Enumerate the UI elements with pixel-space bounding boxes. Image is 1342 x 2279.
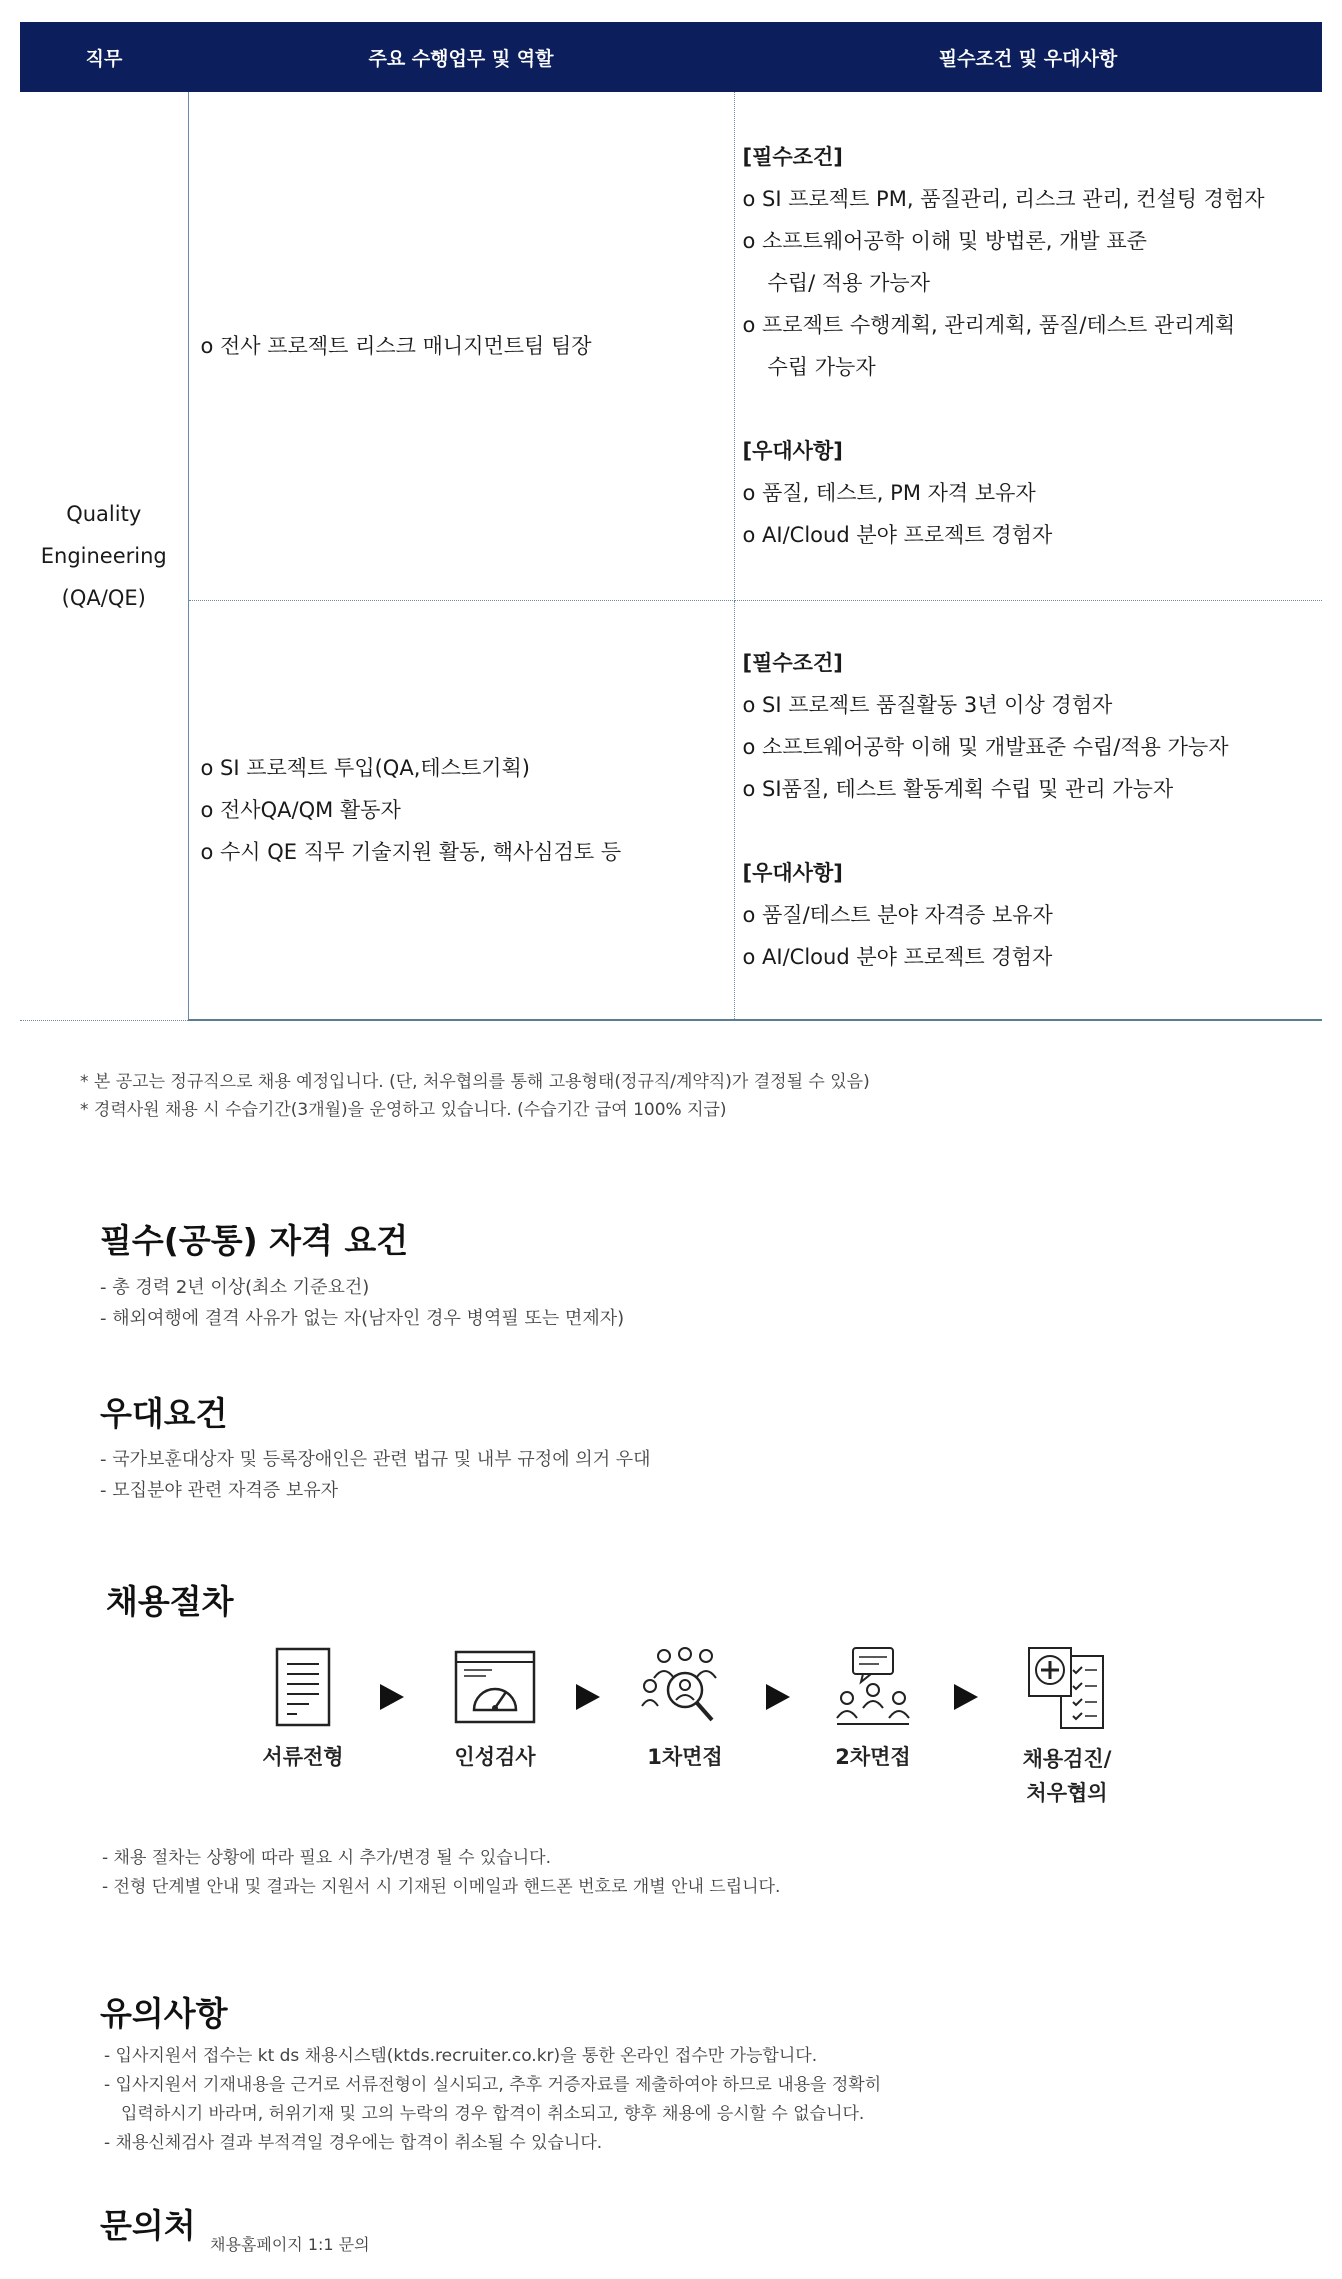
process-steps	[238, 1646, 1138, 1826]
table-row	[20, 92, 1322, 600]
list-item: - 국가보훈대상자 및 등록장애인은 관련 법규 및 내부 규정에 의거 우대	[100, 1449, 651, 1470]
tasks-cell	[188, 600, 734, 1020]
required-item: o SI 프로젝트 PM, 품질관리, 리스크 관리, 컨설팅 경험자	[742, 186, 1265, 211]
step-label: 채용검진/	[1022, 1747, 1112, 1771]
process-step	[620, 1646, 750, 1774]
process-step	[808, 1646, 938, 1774]
tasks-cell	[188, 92, 734, 600]
required-title: 필수(공통) 자격 요건	[100, 1221, 409, 1260]
step-label: 1차면접	[647, 1745, 723, 1769]
table-header-row	[20, 22, 1322, 92]
arrow-right-icon	[576, 1684, 600, 1710]
task-item: o 전사 프로젝트 리스크 매니지먼트팀 팀장	[200, 333, 592, 358]
task-item: o SI 프로젝트 투입(QA,테스트기획)	[200, 755, 530, 780]
role-line: Quality	[66, 501, 142, 526]
process-step	[238, 1646, 368, 1774]
required-item: o 소프트웨어공학 이해 및 개발표준 수립/적용 가능자	[742, 734, 1229, 759]
requirements-cell	[734, 92, 1322, 600]
preferred-title: 우대요건	[100, 1394, 228, 1433]
note-line: * 경력사원 채용 시 수습기간(3개월)을 운영하고 있습니다. (수습기간 급여 100% 지급)	[80, 1100, 727, 1120]
role-cell	[20, 92, 188, 1020]
preferred-item: o AI/Cloud 분야 프로젝트 경험자	[742, 522, 1053, 547]
arrow-right-icon	[954, 1684, 978, 1710]
list-item: - 입사지원서 기재내용을 근거로 서류전형이 실시되고, 추후 거증자료를 제출하여야 하므로 내용을 정확히	[104, 2075, 882, 2095]
required-list	[100, 1272, 624, 1334]
preferred-item: o 품질, 테스트, PM 자격 보유자	[742, 480, 1036, 505]
monitor-gauge-icon	[452, 1646, 538, 1728]
caution-title: 유의사항	[100, 1994, 228, 2033]
contact-sub: 채용홈페이지 1:1 문의	[210, 2235, 370, 2254]
step-label: 서류전형	[262, 1745, 344, 1769]
step-label: 인성검사	[454, 1745, 536, 1769]
step-label: 처우협의	[1026, 1781, 1108, 1805]
required-item: o SI 프로젝트 품질활동 3년 이상 경험자	[742, 692, 1113, 717]
contact-title: 문의처	[100, 2206, 196, 2245]
header-requirements: 필수조건 및 우대사항	[734, 22, 1322, 92]
required-heading: [필수조건]	[742, 144, 843, 169]
caution-list	[104, 2042, 881, 2158]
list-item: - 채용신체검사 결과 부적격일 경우에는 합격이 취소될 수 있습니다.	[104, 2133, 603, 2153]
job-table	[20, 22, 1322, 1021]
required-heading: [필수조건]	[742, 650, 843, 675]
list-item: - 모집분야 관련 자격증 보유자	[100, 1480, 339, 1501]
preferred-list	[100, 1444, 651, 1506]
process-notes	[102, 1844, 780, 1902]
list-item: - 전형 단계별 안내 및 결과는 지원서 시 기재된 이메일과 핸드폰 번호로 개별 안내 드립니다.	[102, 1877, 781, 1897]
arrow-right-icon	[380, 1684, 404, 1710]
required-item: o 프로젝트 수행계획, 관리계획, 품질/테스트 관리계획	[742, 312, 1236, 337]
preferred-item: o AI/Cloud 분야 프로젝트 경험자	[742, 944, 1053, 969]
step-label: 2차면접	[835, 1745, 911, 1769]
note-line: * 본 공고는 정규직으로 채용 예정입니다. (단, 처우협의를 통해 고용형태(정규직/계약직)가 결정될 수 있음)	[80, 1072, 870, 1092]
required-item: o 소프트웨어공학 이해 및 방법론, 개발 표준	[742, 228, 1147, 253]
list-item: - 총 경력 2년 이상(최소 기준요건)	[100, 1277, 370, 1298]
process-step	[430, 1646, 560, 1774]
task-item: o 수시 QE 직무 기술지원 활동, 핵사심검토 등	[200, 839, 622, 864]
list-item: - 입사지원서 접수는 kt ds 채용시스템(ktds.recruiter.co.kr)을 통한 온라인 접수만 가능합니다.	[104, 2046, 818, 2066]
preferred-heading: [우대사항]	[742, 860, 843, 885]
header-role: 직무	[20, 22, 188, 92]
table-row	[20, 600, 1322, 1020]
preferred-heading: [우대사항]	[742, 438, 843, 463]
task-item: o 전사QA/QM 활동자	[200, 797, 401, 822]
preferred-item: o 품질/테스트 분야 자격증 보유자	[742, 902, 1053, 927]
required-item: 수립 가능자	[767, 354, 876, 379]
list-item: 입력하시기 바라며, 허위기재 및 고의 누락의 경우 합격이 취소되고, 향후 채용에 응시할 수 없습니다.	[121, 2104, 865, 2124]
required-item: 수립/ 적용 가능자	[767, 270, 930, 295]
list-item: - 해외여행에 결격 사유가 없는 자(남자인 경우 병역필 또는 면제자)	[100, 1308, 625, 1329]
process-step	[1002, 1646, 1132, 1810]
group-search-icon	[640, 1646, 730, 1728]
arrow-right-icon	[766, 1684, 790, 1710]
required-item: o SI품질, 테스트 활동계획 수립 및 관리 가능자	[742, 776, 1174, 801]
document-icon	[263, 1646, 343, 1728]
process-title: 채용절차	[106, 1582, 234, 1621]
role-line: Engineering	[40, 543, 167, 568]
interview-chat-icon	[833, 1646, 913, 1728]
requirements-cell	[734, 600, 1322, 1020]
employment-notes	[80, 1068, 870, 1124]
header-tasks: 주요 수행업무 및 역할	[188, 22, 734, 92]
medical-checklist-icon	[1025, 1646, 1109, 1732]
role-line: (QA/QE)	[61, 585, 146, 610]
list-item: - 채용 절차는 상황에 따라 필요 시 추가/변경 될 수 있습니다.	[102, 1848, 552, 1868]
